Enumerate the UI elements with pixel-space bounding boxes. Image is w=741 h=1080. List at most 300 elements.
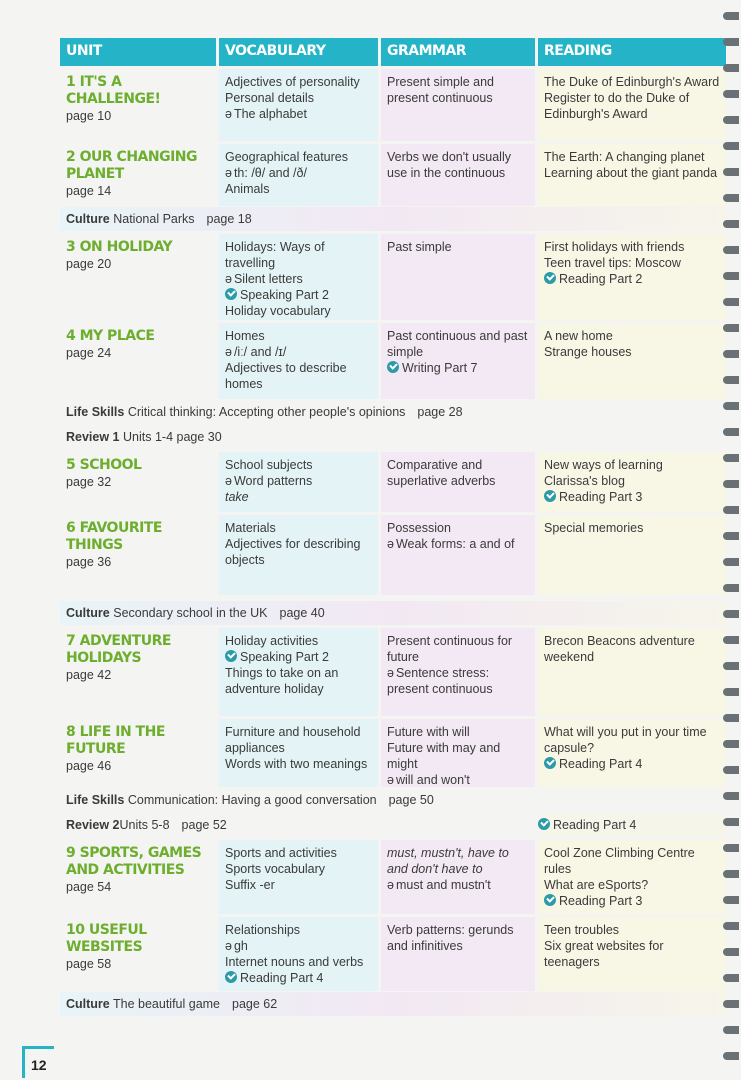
unit-title: 8 LIFE IN THE FUTURE (66, 724, 165, 757)
culture2-band (60, 601, 726, 625)
pronunciation-icon: ə (225, 272, 232, 286)
spiral-ring (723, 1000, 739, 1008)
cell-line (544, 149, 720, 165)
band-page: page 40 (279, 606, 325, 620)
cell-line (544, 165, 720, 181)
unit-row (60, 515, 726, 595)
cell-text: Suffix -er (225, 878, 275, 892)
band-label: Culture (66, 212, 110, 226)
pronunciation-icon: ə (225, 345, 232, 359)
band-label: Culture (66, 606, 110, 620)
grammar-cell (381, 628, 535, 716)
cell-text: Adjectives to describe homes (225, 361, 347, 391)
cell-line (544, 271, 720, 287)
cell-line (225, 74, 372, 90)
spiral-ring (723, 610, 739, 618)
cell-text: Present simple and present continuous (387, 75, 495, 105)
band-text: Units 1-4 page 30 (123, 430, 222, 444)
cell-line (225, 938, 372, 954)
cell-line (544, 239, 720, 255)
cell-line (544, 90, 720, 122)
spiral-ring (723, 246, 739, 254)
unit-cell (60, 323, 216, 399)
unit-cell (60, 840, 216, 914)
spiral-ring (723, 558, 739, 566)
pronunciation-icon: ə (225, 939, 232, 953)
cell-line (225, 520, 372, 536)
vocabulary-cell (219, 628, 378, 716)
spiral-ring (723, 844, 739, 852)
spiral-ring (723, 688, 739, 696)
cell-text: Furniture and household appliances (225, 725, 361, 755)
cell-text: Holiday vocabulary (225, 304, 331, 318)
cell-line (544, 489, 720, 505)
cell-line (387, 772, 529, 788)
page-number: 12 (22, 1046, 54, 1078)
unit-row (60, 628, 726, 716)
cell-line (544, 457, 720, 473)
grammar-cell (381, 840, 535, 914)
cell-text: A new home (544, 329, 613, 343)
cell-line (225, 473, 372, 489)
spiral-ring (723, 1026, 739, 1034)
culture1-band (60, 207, 726, 231)
spiral-ring (723, 1052, 739, 1060)
cell-line (387, 633, 529, 665)
cell-text: Reading Part 2 (559, 272, 643, 286)
header-reading: READING (538, 38, 726, 66)
cell-text: The alphabet (233, 107, 307, 121)
spiral-ring (723, 272, 739, 280)
cell-line (544, 328, 720, 344)
cell-text: Past continuous and past simple (387, 329, 528, 359)
grammar-cell (381, 144, 535, 206)
unit-cell (60, 628, 216, 716)
cell-text: Sports vocabulary (225, 862, 326, 876)
cell-text: gh (233, 939, 248, 953)
vocabulary-cell (219, 144, 378, 206)
cell-line (225, 861, 372, 877)
cell-text: Register to do the Duke of Edinburgh's Award (544, 91, 690, 121)
cell-text: Relationships (225, 923, 301, 937)
cell-line (225, 239, 372, 271)
cell-line (225, 970, 372, 986)
cell-text: Past simple (387, 240, 452, 254)
cell-text: Possession (387, 521, 451, 535)
cell-text: Weak forms: a and of (395, 537, 515, 551)
cell-line (544, 74, 720, 90)
cell-text: Teen travel tips: Moscow (544, 256, 681, 270)
spiral-ring (723, 168, 739, 176)
check-icon (544, 490, 556, 502)
cell-text: Words with two meanings (225, 757, 368, 771)
reading-cell (538, 234, 726, 320)
band-label: Life Skills (66, 793, 125, 807)
cell-text: Word patterns (233, 474, 313, 488)
cell-line (544, 938, 720, 970)
cell-line (387, 328, 529, 360)
header-grammar: GRAMMAR (381, 38, 535, 66)
cell-line (225, 922, 372, 938)
spiral-ring (723, 428, 739, 436)
cell-line (225, 328, 372, 344)
unit-row (60, 69, 726, 141)
cell-line (544, 877, 720, 893)
unit-title: 10 USEFUL WEBSITES (66, 922, 147, 955)
cell-text: Strange houses (544, 345, 632, 359)
cell-text: Silent letters (233, 272, 303, 286)
cell-text: Verbs we don't usually use in the continuous (387, 150, 511, 180)
unit-row (60, 917, 726, 991)
pronunciation-icon: ə (225, 107, 232, 121)
cell-line (387, 457, 529, 489)
cell-line (544, 520, 720, 536)
reading-cell (538, 452, 726, 512)
check-icon (544, 894, 556, 906)
cell-text: Present continuous for future (387, 634, 513, 664)
cell-line (225, 90, 372, 106)
unit-title: 4 MY PLACE (66, 328, 155, 344)
cell-line (225, 633, 372, 649)
unit-cell (60, 515, 216, 595)
spiral-ring (723, 12, 739, 20)
cell-text: Verb patterns: gerunds and infinitives (387, 923, 514, 953)
grammar-cell (381, 69, 535, 141)
unit-cell (60, 69, 216, 141)
cell-text: Sports and activities (225, 846, 337, 860)
spiral-ring (723, 194, 739, 202)
spiral-ring (723, 480, 739, 488)
reading-cell (538, 719, 726, 787)
spiral-ring (723, 38, 739, 46)
cell-text: Sentence stress: present continuous (387, 666, 493, 696)
grammar-cell (381, 323, 535, 399)
check-icon (225, 650, 237, 662)
cell-line (544, 724, 720, 756)
spiral-ring (723, 142, 739, 150)
cell-text: Geographical features (225, 150, 348, 164)
cell-line (225, 665, 372, 697)
unit-row (60, 144, 726, 206)
check-icon (387, 361, 399, 373)
unit-page: page 20 (66, 257, 112, 271)
cell-text: First holidays with friends (544, 240, 685, 254)
vocabulary-cell (219, 719, 378, 787)
cell-line (225, 845, 372, 861)
band-text: Units 5-8 (119, 818, 170, 832)
unit-cell (60, 917, 216, 991)
cell-line (387, 877, 529, 893)
cell-text: will and won't (395, 773, 470, 787)
cell-line (544, 756, 720, 772)
vocabulary-cell (219, 234, 378, 320)
reading-cell (538, 917, 726, 991)
cell-line (544, 893, 720, 909)
band-label: Review 2 (66, 818, 120, 832)
cell-text: Personal details (225, 91, 314, 105)
cell-text: must, mustn't, have to and don't have to (387, 846, 509, 876)
grammar-cell (381, 917, 535, 991)
cell-text: /iː/ and /ɪ/ (233, 345, 287, 359)
unit-page: page 24 (66, 346, 112, 360)
unit-page: page 36 (66, 555, 112, 569)
cell-text: Learning about the giant panda (544, 166, 718, 180)
cell-line (387, 665, 529, 697)
spiral-ring (723, 350, 739, 358)
cell-line (387, 845, 529, 877)
culture3-band (60, 992, 726, 1016)
spiral-ring (723, 116, 739, 124)
cell-line (225, 724, 372, 756)
cell-text: must and mustn't (395, 878, 491, 892)
vocabulary-cell (219, 69, 378, 141)
spiral-ring (723, 792, 739, 800)
cell-text: Clarissa's blog (544, 474, 625, 488)
vocabulary-cell (219, 515, 378, 595)
spiral-ring (723, 870, 739, 878)
pronunciation-icon: ə (225, 474, 232, 488)
cell-line (544, 255, 720, 271)
check-icon (225, 971, 237, 983)
contents-table (60, 38, 726, 1017)
cell-line (225, 271, 372, 287)
table-header (60, 38, 726, 66)
cell-line (225, 165, 372, 181)
spiral-ring (723, 64, 739, 72)
cell-line (225, 649, 372, 665)
unit-title: 5 SCHOOL (66, 457, 142, 473)
reading-cell (538, 69, 726, 141)
unit-cell (60, 234, 216, 320)
cell-text: Cool Zone Climbing Centre rules (544, 846, 695, 876)
unit-cell (60, 452, 216, 512)
vocabulary-cell (219, 323, 378, 399)
spiral-ring (723, 818, 739, 826)
spiral-ring (723, 298, 739, 306)
spiral-ring (723, 402, 739, 410)
cell-text: Brecon Beacons adventure weekend (544, 634, 695, 664)
spiral-ring (723, 90, 739, 98)
life1-band (60, 400, 726, 424)
cell-text: Homes (225, 329, 265, 343)
band-text: The beautiful game (113, 997, 221, 1011)
vocabulary-cell (219, 452, 378, 512)
cell-line (544, 473, 720, 489)
cell-text: Internet nouns and verbs (225, 955, 364, 969)
spiral-ring (723, 896, 739, 904)
cell-text: Reading Part 4 (559, 757, 643, 771)
cell-text: Reading Part 3 (559, 490, 643, 504)
cell-text: Special memories (544, 521, 644, 535)
cell-line (387, 520, 529, 536)
spiral-ring (723, 324, 739, 332)
cell-text: Adjectives of personality (225, 75, 360, 89)
band-page: page 52 (181, 818, 227, 832)
header-unit: UNIT (60, 38, 216, 66)
cell-line (387, 360, 529, 376)
grammar-cell (381, 719, 535, 787)
unit-row (60, 840, 726, 914)
band-label: Culture (66, 997, 110, 1011)
cell-text: Six great websites for teenagers (544, 939, 664, 969)
cell-text: New ways of learning (544, 458, 663, 472)
grammar-cell (381, 452, 535, 512)
cell-text: What are eSports? (544, 878, 649, 892)
spiral-ring (723, 714, 739, 722)
cell-line (225, 360, 372, 392)
pronunciation-icon: ə (225, 166, 232, 180)
unit-title: 9 SPORTS, GAMES AND ACTIVITIES (66, 845, 202, 878)
pronunciation-icon: ə (387, 878, 394, 892)
cell-text: Holiday activities (225, 634, 319, 648)
spiral-ring (723, 740, 739, 748)
cell-text: Things to take on an adventure holiday (225, 666, 339, 696)
cell-line (225, 344, 372, 360)
pronunciation-icon: ə (387, 537, 394, 551)
unit-cell (60, 144, 216, 206)
cell-line (225, 457, 372, 473)
cell-text: Adjectives for describing objects (225, 537, 361, 567)
unit-title: 2 OUR CHANGING PLANET (66, 149, 197, 182)
cell-text: The Duke of Edinburgh's Award (544, 75, 720, 89)
cell-text: What will you put in your time capsule? (544, 725, 707, 755)
check-icon (544, 272, 556, 284)
cell-line (225, 954, 372, 970)
cell-text: Speaking Part 2 (240, 288, 329, 302)
cell-text: Materials (225, 521, 276, 535)
review2-band (60, 813, 726, 837)
cell-line (225, 489, 372, 505)
cell-line (544, 633, 720, 665)
vocabulary-cell (219, 840, 378, 914)
cell-text: Future with may and might (387, 741, 501, 771)
band-text: Critical thinking: Accepting other people's opinions (127, 405, 406, 419)
vocabulary-cell (219, 917, 378, 991)
unit-row (60, 234, 726, 320)
check-icon (538, 818, 550, 830)
band-page: page 50 (388, 793, 434, 807)
spiral-ring (723, 766, 739, 774)
spiral-ring (723, 948, 739, 956)
cell-line (387, 149, 529, 181)
cell-text: School subjects (225, 458, 313, 472)
unit-title: 7 ADVENTURE HOLIDAYS (66, 633, 171, 666)
unit-page: page 54 (66, 880, 112, 894)
reading-cell (538, 144, 726, 206)
unit-page: page 14 (66, 184, 112, 198)
unit-page: page 10 (66, 109, 112, 123)
spiral-ring (723, 220, 739, 228)
reading-cell (538, 840, 726, 914)
life2-band (60, 788, 726, 812)
band-label: Review 1 (66, 430, 120, 444)
unit-row (60, 323, 726, 399)
unit-page: page 46 (66, 759, 112, 773)
reading-cell (538, 515, 726, 595)
cell-line (387, 740, 529, 772)
cell-text: Writing Part 7 (402, 361, 478, 375)
pronunciation-icon: ə (387, 773, 394, 787)
unit-row (60, 452, 726, 512)
cell-line (225, 303, 372, 319)
cell-text: The Earth: A changing planet (544, 150, 705, 164)
cell-line (387, 724, 529, 740)
cell-text: Future with will (387, 725, 470, 739)
cell-line (225, 149, 372, 165)
unit-title: 3 ON HOLIDAY (66, 239, 173, 255)
grammar-cell (381, 515, 535, 595)
band-label: Life Skills (66, 405, 125, 419)
cell-line (387, 239, 529, 255)
spiral-ring (723, 532, 739, 540)
cell-text: Teen troubles (544, 923, 620, 937)
cell-line (544, 845, 720, 877)
unit-cell (60, 719, 216, 787)
spiral-ring (723, 584, 739, 592)
check-icon (225, 288, 237, 300)
band-text: Secondary school in the UK (113, 606, 268, 620)
unit-page: page 58 (66, 957, 112, 971)
spiral-ring (723, 376, 739, 384)
spiral-ring (723, 636, 739, 644)
cell-line (225, 877, 372, 893)
cell-line (387, 922, 529, 954)
cell-line (225, 756, 372, 772)
cell-line (225, 181, 372, 197)
spiral-ring (723, 506, 739, 514)
band-text: National Parks (113, 212, 195, 226)
cell-line (544, 922, 720, 938)
spiral-binding (719, 0, 741, 1080)
cell-text: th: /θ/ and /ð/ (233, 166, 307, 180)
band-page: page 18 (206, 212, 252, 226)
band-text: Communication: Having a good conversation (127, 793, 377, 807)
cell-text: Reading Part 4 (240, 971, 324, 985)
unit-page: page 42 (66, 668, 112, 682)
unit-row (60, 719, 726, 787)
spiral-ring (723, 454, 739, 462)
cell-text: Speaking Part 2 (240, 650, 329, 664)
cell-text: Holidays: Ways of travelling (225, 240, 325, 270)
grammar-cell (381, 234, 535, 320)
cell-text: Animals (225, 182, 270, 196)
reading-cell (538, 628, 726, 716)
reading-cell (538, 323, 726, 399)
band-reading: Reading Part 4 (553, 818, 637, 832)
cell-line (225, 536, 372, 568)
unit-page: page 32 (66, 475, 112, 489)
cell-line (225, 106, 372, 122)
table-body (60, 69, 726, 1016)
pronunciation-icon: ə (387, 666, 394, 680)
review1-band (60, 425, 726, 449)
cell-line (387, 74, 529, 106)
band-page: page 62 (232, 997, 278, 1011)
unit-title: 1 IT'S A CHALLENGE! (66, 74, 161, 107)
header-vocabulary: VOCABULARY (219, 38, 378, 66)
unit-title: 6 FAVOURITE THINGS (66, 520, 162, 553)
cell-text: Reading Part 3 (559, 894, 643, 908)
cell-line (225, 287, 372, 303)
cell-line (387, 536, 529, 552)
spiral-ring (723, 922, 739, 930)
check-icon (544, 757, 556, 769)
band-page: page 28 (417, 405, 463, 419)
spiral-ring (723, 974, 739, 982)
spiral-ring (723, 662, 739, 670)
cell-text: take (225, 490, 249, 504)
cell-line (544, 344, 720, 360)
